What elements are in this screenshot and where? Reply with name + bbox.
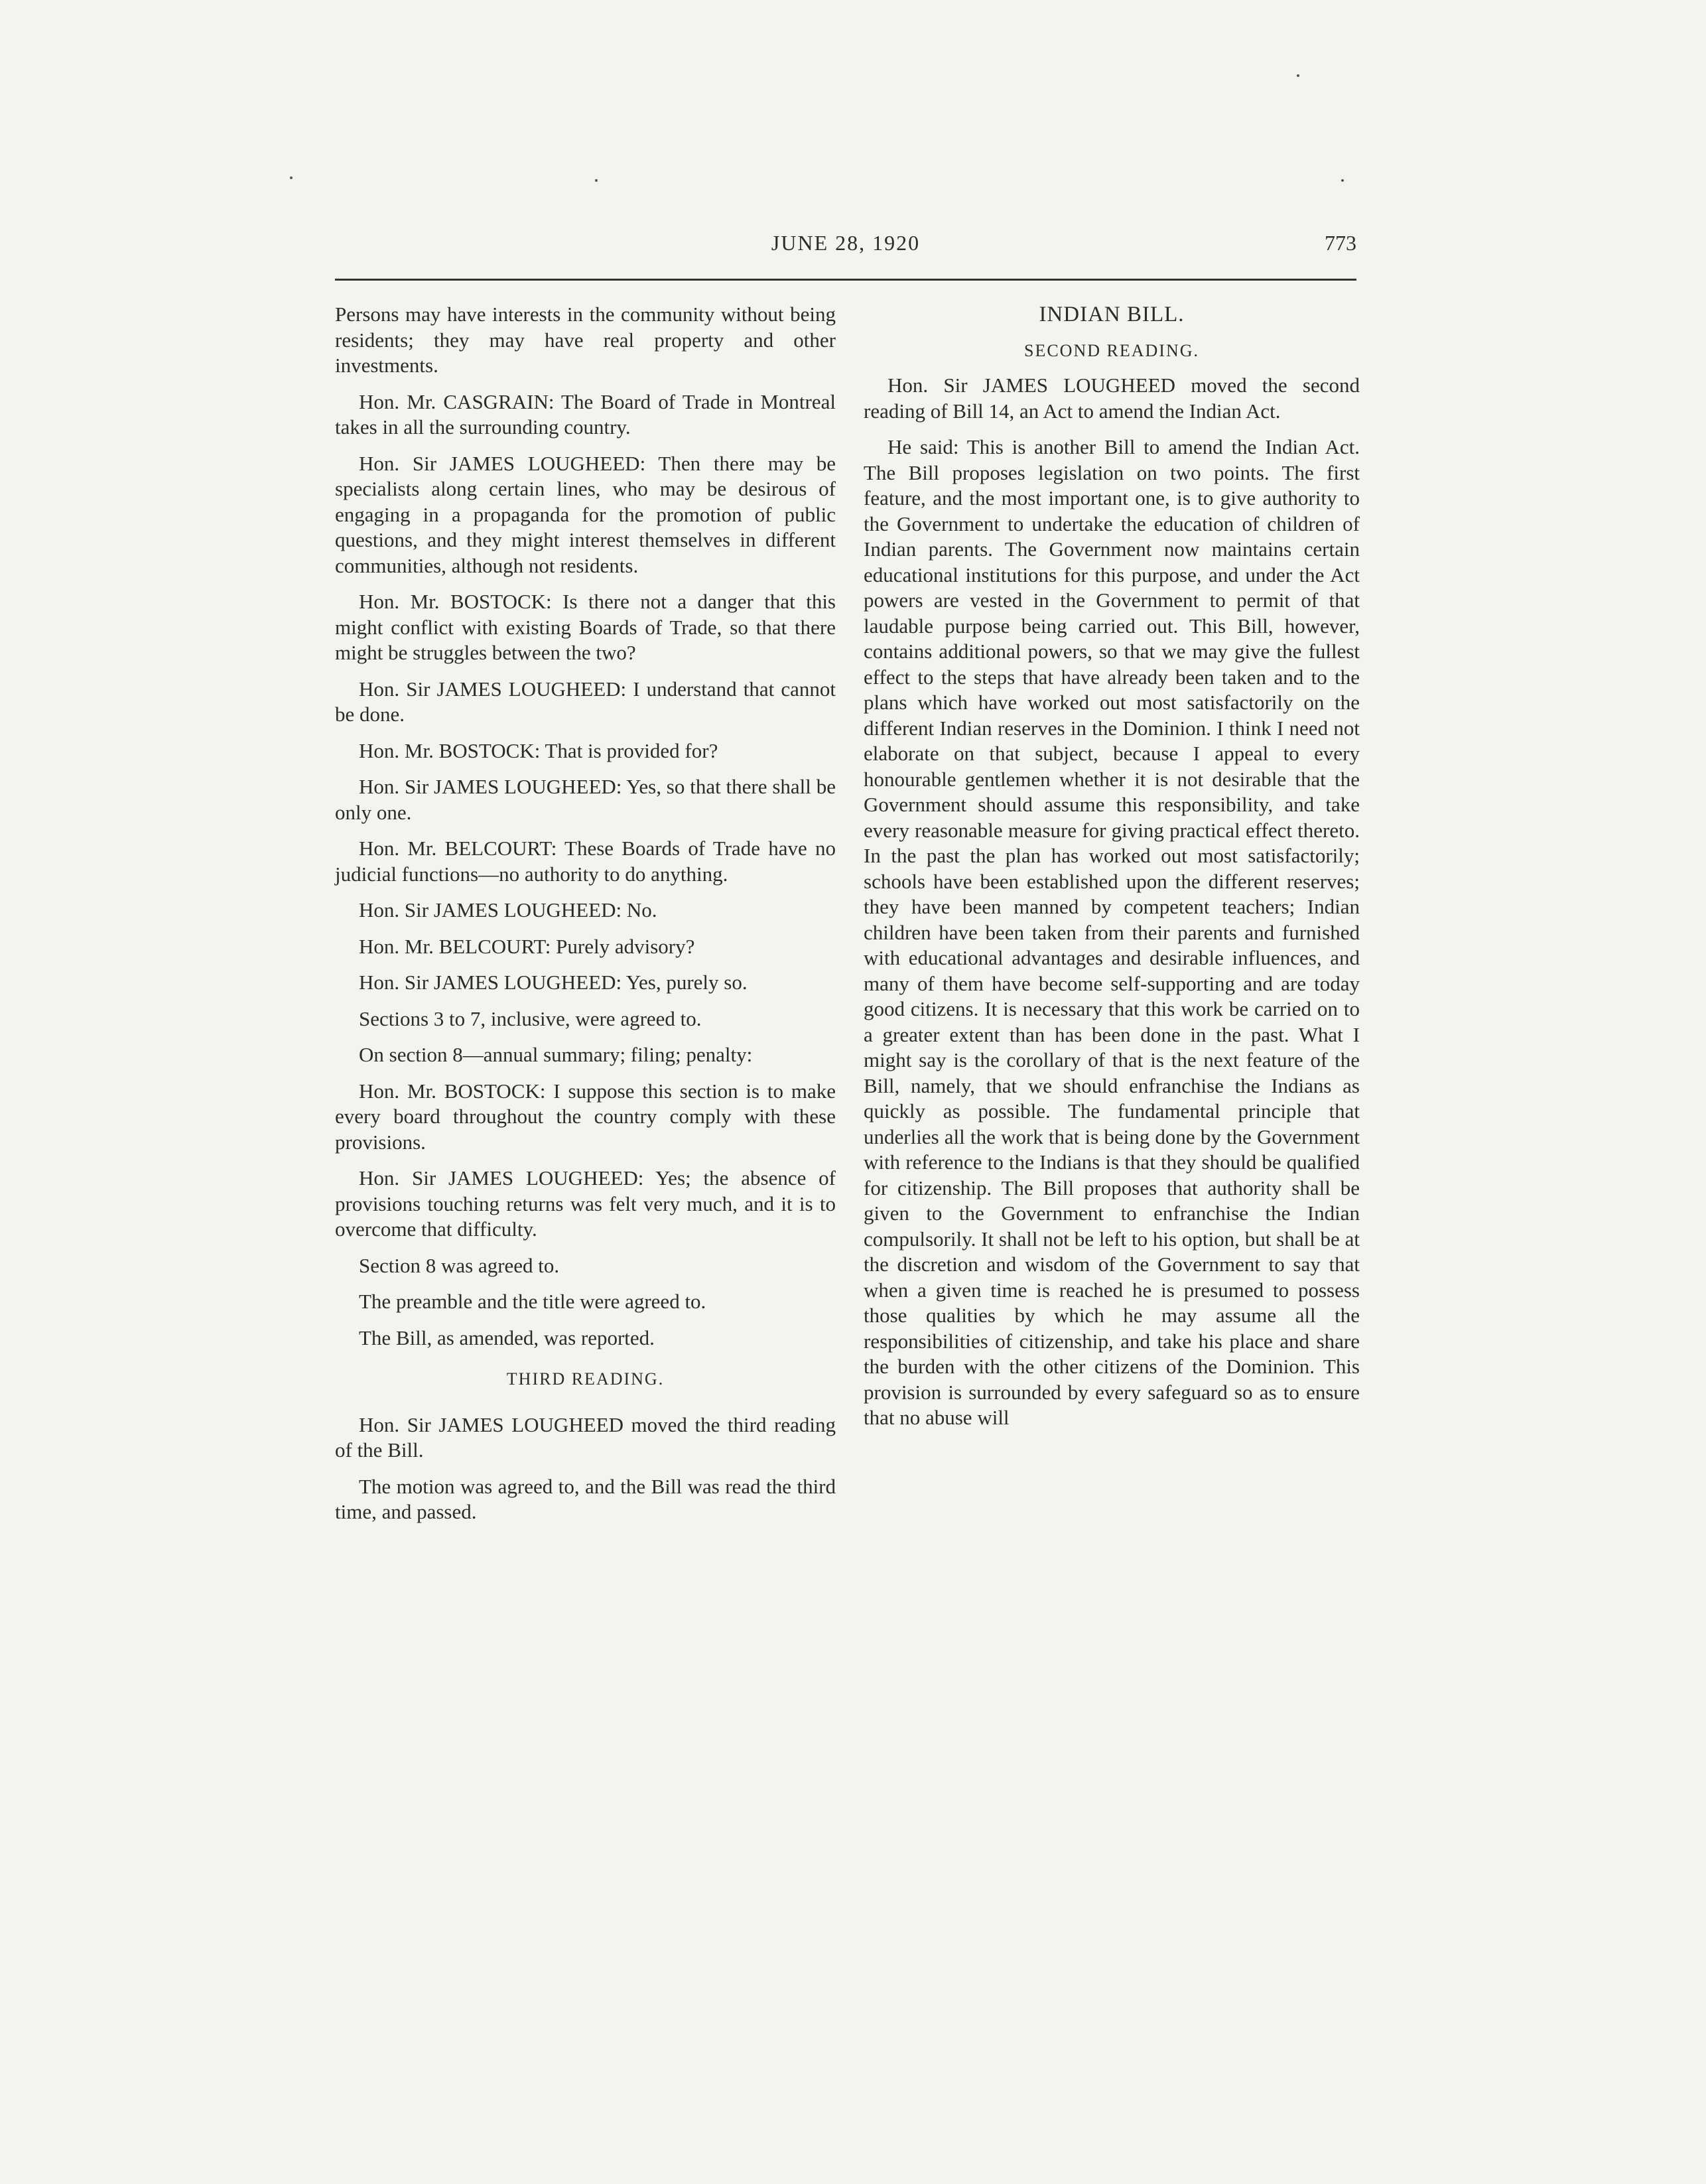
section-title: INDIAN BILL. xyxy=(1039,303,1185,326)
paragraph: Hon. Sir JAMES LOUGHEED: Yes; the absence of provisions touching returns was felt very much, and it is to overcome that difficulty. xyxy=(335,1166,836,1241)
paragraph: Hon. Mr. BOSTOCK: Is there not a danger that this might conflict with existing Boards of Trade, so that there might be struggles between the two? xyxy=(335,590,836,664)
paragraph: The motion was agreed to, and the Bill was read the third time, and passed. xyxy=(335,1474,836,1523)
scan-speck xyxy=(1297,74,1299,77)
paragraph: Hon. Mr. BOSTOCK: I suppose this section is to make every board throughout the country comply with these provisions. xyxy=(335,1079,836,1154)
paragraph: Hon. Mr. BELCOURT: These Boards of Trade have no judicial functions—no authority to do anything. xyxy=(335,837,836,886)
section-subtitle: SECOND READING. xyxy=(1024,340,1199,360)
paragraph: The Bill, as amended, was reported. xyxy=(359,1326,655,1349)
header-rule xyxy=(335,279,1356,281)
paragraph: Hon. Sir JAMES LOUGHEED: Then there may be specialists along certain lines, who may be desirous of engaging in a propaganda for the promotion of public questions, and they might interest themselves in different communities, although not residents. xyxy=(335,451,836,577)
header-date: JUNE 28, 1920 xyxy=(771,231,921,255)
scan-speck xyxy=(1341,179,1344,182)
paragraph: Hon. Mr. BELCOURT: Purely advisory? xyxy=(359,934,695,958)
page-header xyxy=(335,231,1356,271)
paragraph: Section 8 was agreed to. xyxy=(359,1253,560,1277)
page-number: 773 xyxy=(1325,231,1356,255)
paragraph: Hon. Mr. BOSTOCK: That is provided for? xyxy=(359,738,718,762)
paragraph: Sections 3 to 7, inclusive, were agreed to. xyxy=(359,1006,702,1030)
right-column xyxy=(864,302,1360,1442)
left-column xyxy=(335,302,836,1536)
paragraph: Hon. Sir JAMES LOUGHEED: No. xyxy=(359,898,657,921)
scan-speck xyxy=(595,179,598,182)
paragraph: Hon. Sir JAMES LOUGHEED: I understand that cannot be done. xyxy=(335,677,836,726)
scan-speck xyxy=(290,176,293,179)
paragraph: Hon. Sir JAMES LOUGHEED: Yes, so that there shall be only one. xyxy=(335,775,836,824)
paragraph: On section 8—annual summary; filing; penalty: xyxy=(359,1043,753,1066)
paragraph: Hon. Mr. CASGRAIN: The Board of Trade in Montreal takes in all the surrounding country. xyxy=(335,389,836,439)
paragraph: Hon. Sir JAMES LOUGHEED moved the second reading of Bill 14, an Act to amend the Indian Act. xyxy=(864,374,1360,423)
paragraph: Hon. Sir JAMES LOUGHEED: Yes, purely so. xyxy=(359,971,748,994)
paragraph: Persons may have interests in the community without being residents; they may have real property and other investments. xyxy=(335,303,836,377)
paragraph: Hon. Sir JAMES LOUGHEED moved the third reading of the Bill. xyxy=(335,1412,836,1462)
third-reading-heading: THIRD READING. xyxy=(506,1369,665,1389)
paragraph: He said: This is another Bill to amend the Indian Act. The Bill proposes legislation on two points. The first feature, and the most important one, is to give authority to the Government to undertake the education of children of Indian parents. The Government now maintains certain educational institutions for this purpose, and under the Act powers are vested in the Government to permit of that laudable purpose being carried out. This Bill, however, contains additional powers, so that we may give the fullest effect to the steps that have already been taken and to the plans which have worked out most satisfactorily on the different Indian reserves in the Dominion. I think I need not elaborate on that subject, because I appeal to every honourable gentlemen whether it is not desirable that the Government should assume this responsibility, and take every reasonable measure for giving practical effect thereto. In the past the plan has worked out most satisfactorily; schools have been established upon the different reserves; they have been manned by competent teachers; Indian children have been taken from their parents and furnished with educational advantages and desirable influences, and many of them have become self-supporting and are today good citizens. It is necessary that this work be carried on to a greater extent than has been done in the past. What I might say is the corollary of that is the next feature of the Bill, namely, that we should enfranchise the Indians as quickly as possible. The fundamental principle that underlies all the work that is being done by the Government with reference to the Indians is that they should be qualified for citizenship. The Bill proposes that authority shall be given to the Government to enfranchise the Indian compulsorily. It shall not be left to his option, but shall be at the discretion and wisdom of the Government to say that when a given time is reached he is presumed to possess those qualities by which he may assume all the responsibilities of citizenship, and take his place and share the burden with the other citizens of the Dominion. This provision is surrounded by every safeguard so as to ensure that no abuse will xyxy=(864,435,1360,1429)
paragraph: The preamble and the title were agreed to. xyxy=(359,1290,706,1313)
